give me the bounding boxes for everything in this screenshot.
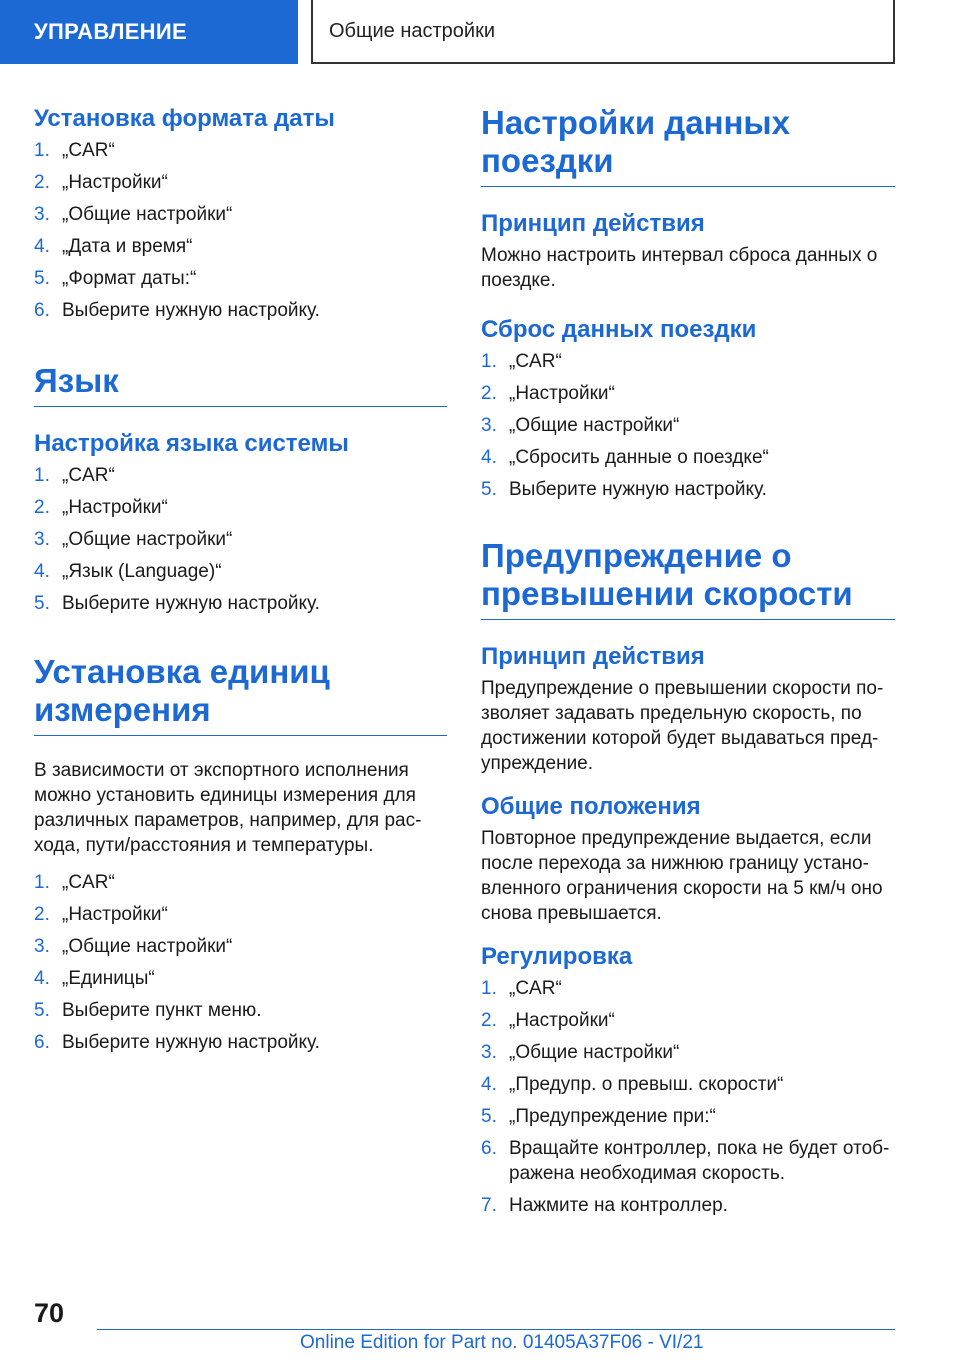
step-number: 4.: [34, 236, 50, 257]
list-item: [34, 527, 447, 552]
list-item: [34, 559, 447, 584]
step-number: 3.: [34, 936, 50, 957]
list-item: [34, 266, 447, 291]
step-text: Выберите пункт меню.: [62, 1000, 262, 1021]
step-number: 1.: [481, 351, 497, 372]
step-text: „Язык (Language)“: [62, 561, 222, 582]
step-text: „Общие настройки“: [509, 415, 680, 436]
list-item: [34, 202, 447, 227]
step-text: Выберите нужную настройку.: [62, 300, 320, 321]
footer-edition: Online Edition for Part no. 01405A37F06 - VI/21: [300, 1332, 704, 1353]
step-text: „Настройки“: [509, 383, 615, 404]
units-text: В зависимости от экспортного исполнения можно установить единицы измерения для различных параметров, например, для рас- хода, пути/расстояния и температуры.: [34, 760, 422, 856]
step-text: „Настройки“: [509, 1010, 615, 1031]
step-text: „Предупреждение при:“: [509, 1106, 716, 1127]
speed-principle-text: Предупреждение о превышении скорости по- зволяет задавать предельную скорость, по достижении которой будет выдаваться пред- упреждение.: [481, 678, 884, 774]
speed-general-heading: Общие положения: [481, 793, 701, 820]
step-number: 2.: [34, 497, 50, 518]
left-column: [34, 104, 447, 1062]
step-text: „Сбросить данные о поездке“: [509, 447, 769, 468]
step-text: Вращайте контроллер, пока не будет отоб- ражена необходимая скорость.: [509, 1138, 890, 1184]
list-item: [34, 298, 447, 323]
language-steps: [34, 463, 447, 616]
language-title: Язык: [34, 362, 447, 407]
step-number: 5.: [34, 593, 50, 614]
list-item: [481, 349, 895, 374]
trip-reset-steps: [481, 349, 895, 502]
step-text: „CAR“: [62, 872, 115, 893]
step-text: „CAR“: [509, 978, 562, 999]
list-item: [34, 591, 447, 616]
list-item: [481, 976, 895, 1001]
step-number: 5.: [34, 1000, 50, 1021]
trip-title: Настройки данных поездки: [481, 104, 895, 187]
list-item: [481, 413, 895, 438]
step-text: Выберите нужную настройку.: [62, 1032, 320, 1053]
units-title: Установка единиц измерения: [34, 653, 447, 736]
list-item: [34, 966, 447, 991]
step-number: 1.: [481, 978, 497, 999]
step-text: „CAR“: [509, 351, 562, 372]
list-item: [481, 1136, 895, 1186]
list-item: [481, 381, 895, 406]
step-number: 3.: [34, 204, 50, 225]
step-number: 2.: [34, 172, 50, 193]
step-text: „Формат даты:“: [62, 268, 197, 289]
list-item: [34, 934, 447, 959]
list-item: [34, 170, 447, 195]
step-number: 5.: [481, 479, 497, 500]
trip-principle-text: Можно настроить интервал сброса данных о поездке.: [481, 245, 878, 291]
speed-adjust-steps: [481, 976, 895, 1218]
step-number: 1.: [34, 140, 50, 161]
step-text: „Предупр. о превыш. скорости“: [509, 1074, 784, 1095]
step-number: 6.: [34, 1032, 50, 1053]
list-item: [481, 1040, 895, 1065]
step-text: „Единицы“: [62, 968, 155, 989]
list-item: [481, 1072, 895, 1097]
section-tab: УПРАВЛЕНИЕ: [0, 0, 298, 64]
list-item: [481, 1104, 895, 1129]
step-number: 4.: [34, 968, 50, 989]
step-text: „Настройки“: [62, 904, 168, 925]
list-item: [481, 1008, 895, 1033]
list-item: [34, 902, 447, 927]
step-text: „Общие настройки“: [509, 1042, 680, 1063]
step-number: 2.: [481, 1010, 497, 1031]
units-steps: [34, 870, 447, 1055]
step-number: 3.: [34, 529, 50, 550]
language-heading: Настройка языка системы: [34, 430, 349, 457]
step-text: „Общие настройки“: [62, 936, 233, 957]
list-item: [34, 138, 447, 163]
list-item: [34, 1030, 447, 1055]
speed-adjust-heading: Регулировка: [481, 943, 633, 970]
step-text: „Настройки“: [62, 497, 168, 518]
step-number: 1.: [34, 465, 50, 486]
page-number: 70: [34, 1298, 65, 1328]
step-number: 4.: [34, 561, 50, 582]
step-text: „Настройки“: [62, 172, 168, 193]
section-breadcrumb: Общие настройки: [311, 0, 895, 64]
step-number: 5.: [481, 1106, 497, 1127]
step-number: 3.: [481, 1042, 497, 1063]
right-column: [481, 104, 895, 1225]
step-text: Выберите нужную настройку.: [509, 479, 767, 500]
footer-divider: [97, 1329, 895, 1330]
list-item: [34, 870, 447, 895]
list-item: [481, 445, 895, 470]
date-format-steps: [34, 138, 447, 323]
trip-reset-heading: Сброс данных поездки: [481, 316, 757, 343]
step-number: 2.: [34, 904, 50, 925]
step-number: 4.: [481, 447, 497, 468]
step-text: Выберите нужную настройку.: [62, 593, 320, 614]
step-text: „CAR“: [62, 140, 115, 161]
step-number: 6.: [481, 1138, 497, 1159]
step-number: 3.: [481, 415, 497, 436]
step-number: 7.: [481, 1195, 497, 1216]
list-item: [481, 477, 895, 502]
step-text: „Дата и время“: [62, 236, 193, 257]
speed-title: Предупреждение о превышении скорости: [481, 537, 895, 620]
list-item: [34, 998, 447, 1023]
step-number: 1.: [34, 872, 50, 893]
date-format-heading: Установка формата даты: [34, 105, 335, 132]
step-text: Нажмите на контроллер.: [509, 1195, 728, 1216]
step-text: „Общие настройки“: [62, 529, 233, 550]
step-number: 5.: [34, 268, 50, 289]
speed-general-text: Повторное предупреждение выдается, если после перехода за нижнюю границу устано- вленного ограничения скорости на 5 км/ч оно снова превышается.: [481, 828, 883, 924]
step-text: „CAR“: [62, 465, 115, 486]
trip-principle-heading: Принцип действия: [481, 210, 705, 237]
list-item: [34, 463, 447, 488]
list-item: [481, 1193, 895, 1218]
list-item: [34, 234, 447, 259]
step-text: „Общие настройки“: [62, 204, 233, 225]
step-number: 4.: [481, 1074, 497, 1095]
speed-principle-heading: Принцип действия: [481, 643, 705, 670]
list-item: [34, 495, 447, 520]
step-number: 6.: [34, 300, 50, 321]
step-number: 2.: [481, 383, 497, 404]
